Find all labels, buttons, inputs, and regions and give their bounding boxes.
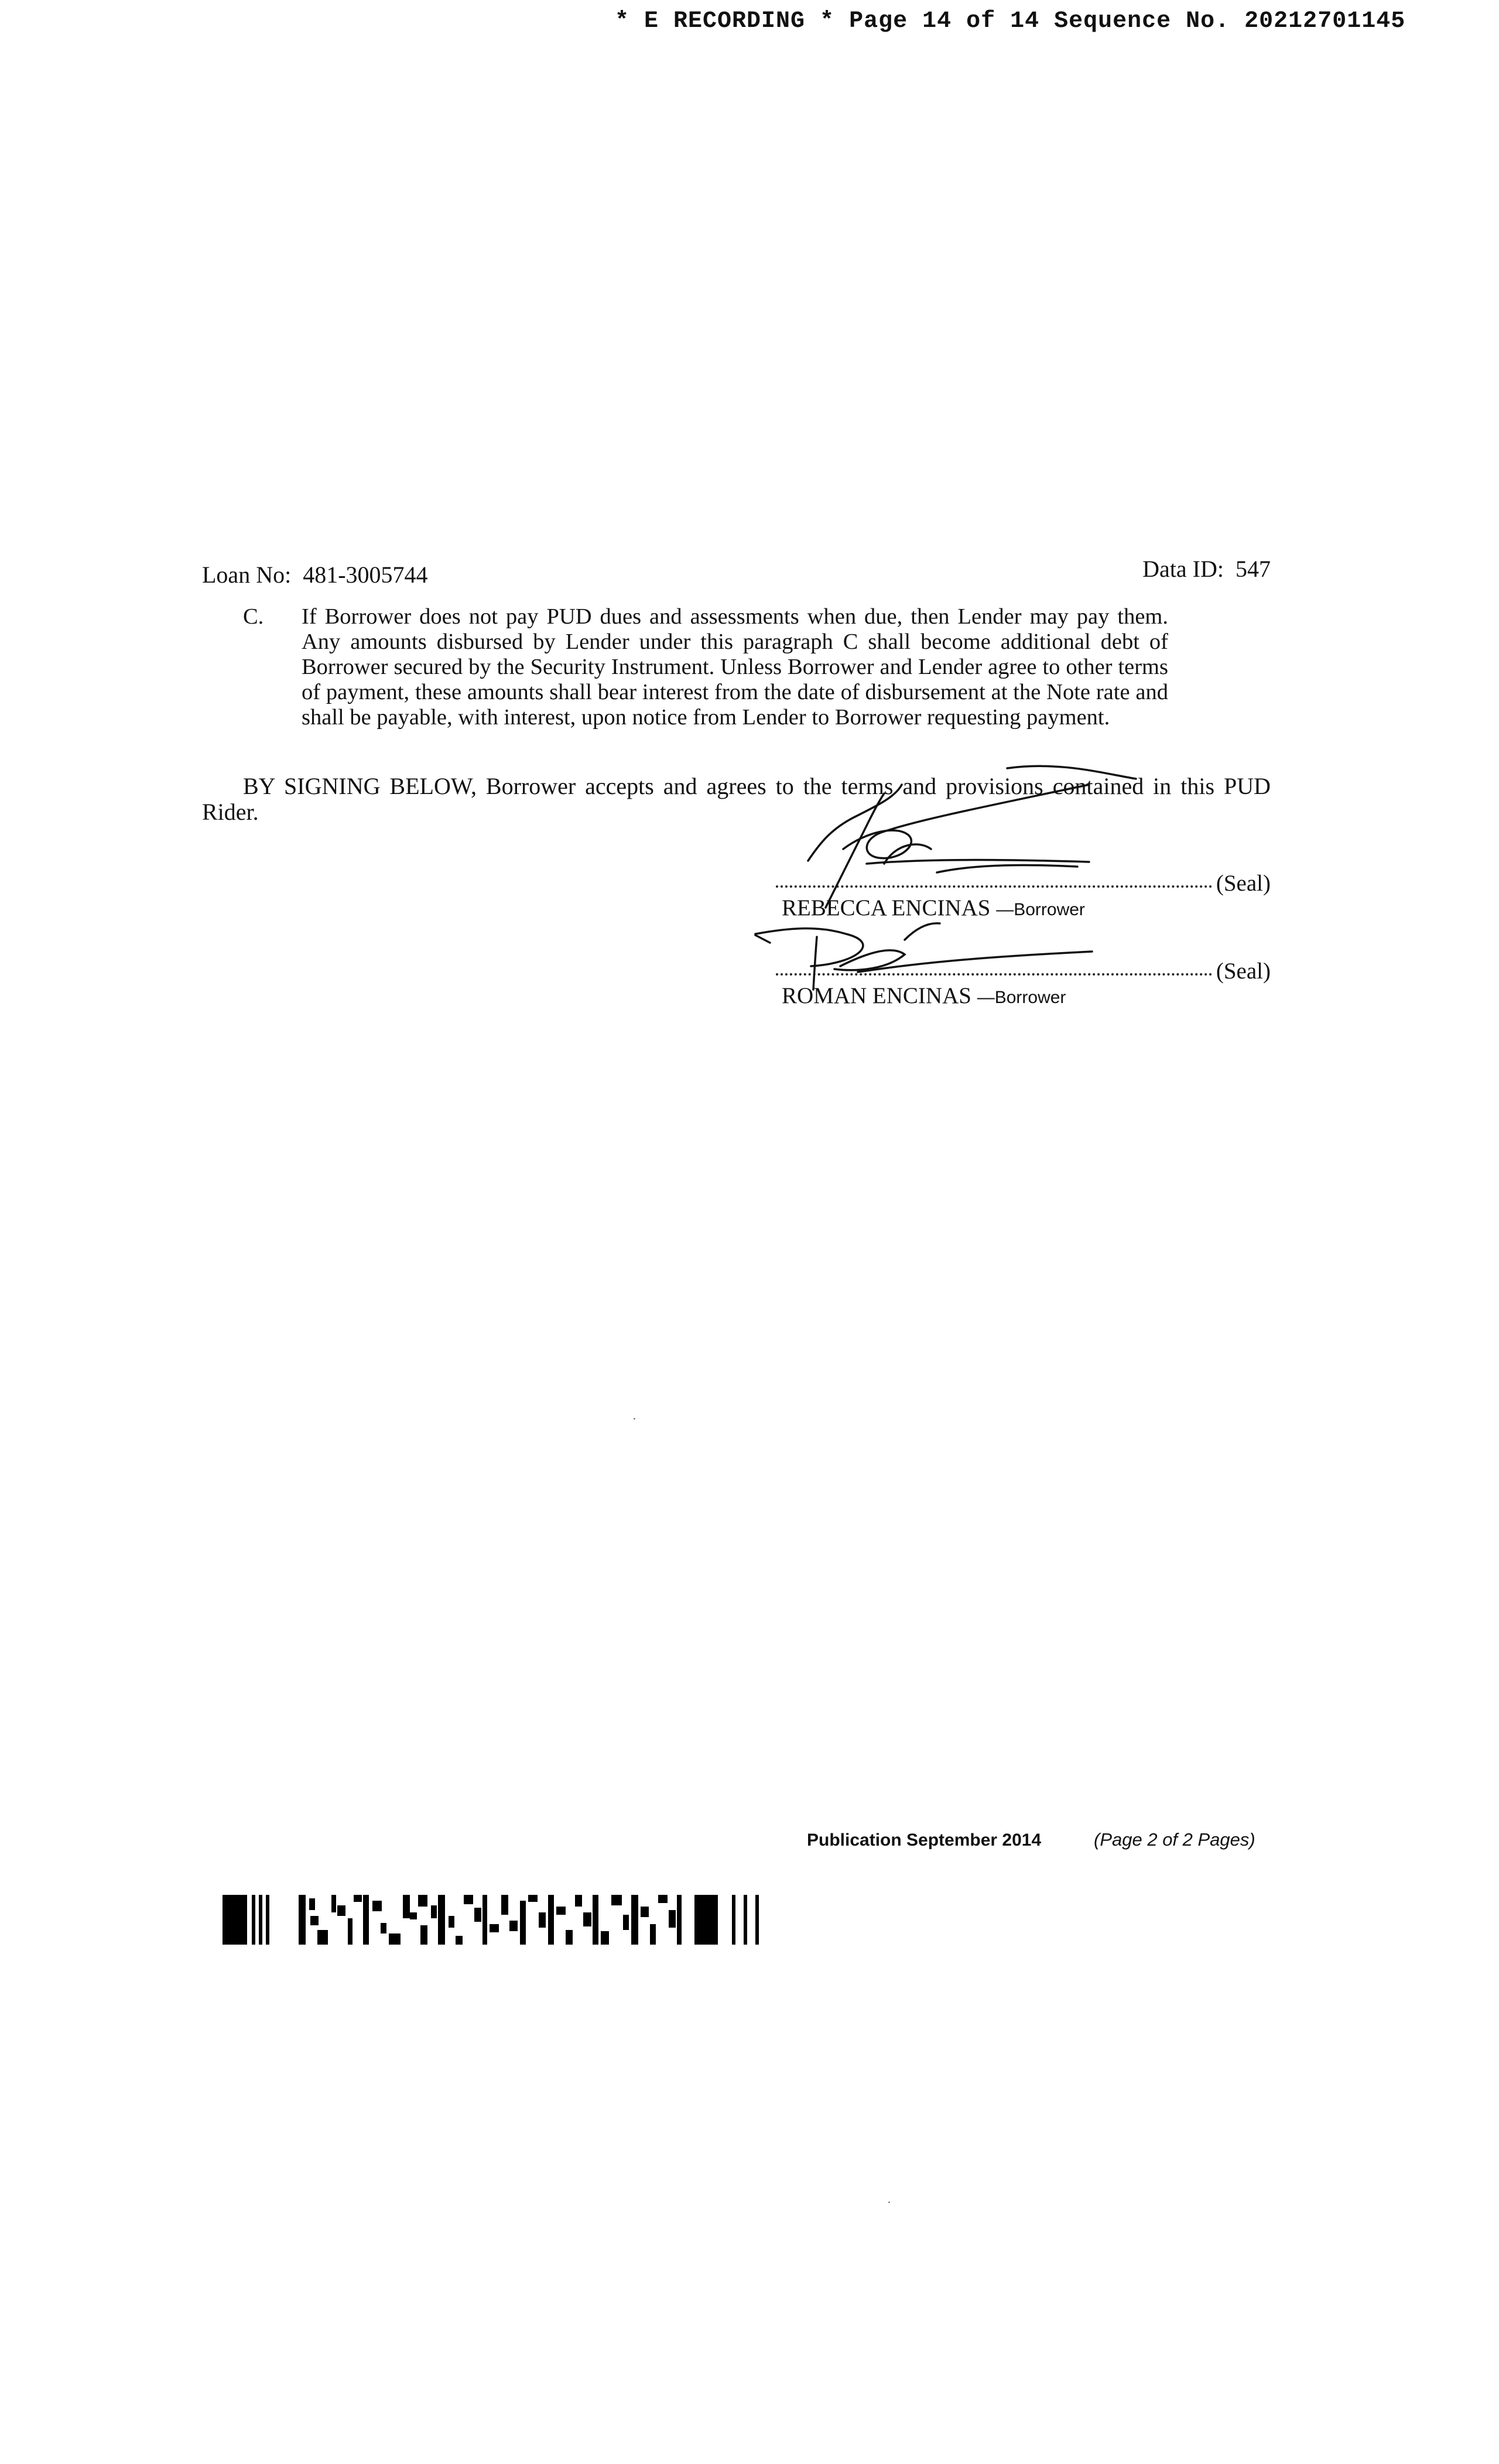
scan-speck — [888, 2202, 890, 2203]
signer-name-text: REBECCA ENCINAS — [782, 895, 991, 920]
signing-statement: BY SIGNING BELOW, Borrower accepts and agrees to the terms and provisions contained in this PUD Rider. — [202, 773, 1271, 825]
data-id-label: Data ID: — [1142, 556, 1224, 582]
signature-line — [776, 973, 1212, 976]
signature-line — [776, 885, 1212, 888]
data-id — [1142, 555, 1271, 583]
signer-role: —Borrower — [996, 900, 1085, 919]
publication-date: Publication September 2014 — [807, 1830, 1042, 1850]
seal-label: (Seal) — [1216, 871, 1271, 896]
signer-name — [782, 983, 1066, 1009]
paragraph-marker: C. — [243, 604, 264, 629]
signer-name-text: ROMAN ENCINAS — [782, 983, 971, 1008]
loan-number — [202, 561, 428, 588]
paragraph-text: If Borrower does not pay PUD dues and assessments when due, then Lender may pay them. Any amounts disbursed by Lender under this paragraph C shall become additional debt of Borrower secured by the Security Instrument. Unless Borrower and Lender agree to other terms of payment, these amounts shall bear interest from the date of disbursement at the Note rate and shall be payable, with interest, upon notice from Lender to Borrower requesting payment. — [302, 604, 1168, 730]
signer-name — [782, 895, 1085, 921]
scan-speck — [634, 1418, 635, 1419]
barcode-image — [223, 1895, 785, 1945]
loan-number-value: 481-3005744 — [303, 562, 428, 588]
seal-label: (Seal) — [1216, 959, 1271, 984]
page-count: (Page 2 of 2 Pages) — [1094, 1829, 1255, 1850]
recording-header: * E RECORDING * Page 14 of 14 Sequence No. 20212701145 — [615, 8, 1406, 35]
data-id-value: 547 — [1236, 556, 1271, 582]
signer-role: —Borrower — [977, 988, 1066, 1007]
handwritten-signature-roman — [752, 916, 1115, 993]
loan-number-label: Loan No: — [202, 562, 292, 588]
